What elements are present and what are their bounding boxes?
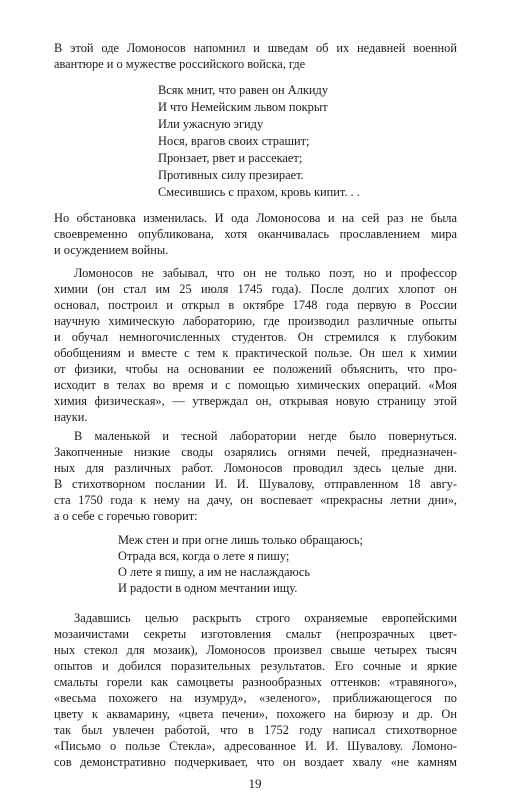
verse-line: Нося, врагов своих страшит; — [158, 134, 310, 148]
text-line: смальты горели как самоцветы разнообразных оттенков: «травяного», — [54, 675, 457, 689]
text-line: мозаичистами секреты изготовления смальт (непрозрачных цвет- — [54, 627, 457, 641]
text-line: «весьма похожего на изумруд», «зеленого», приближающегося по — [54, 691, 457, 705]
text-line: так был увлечен работой, что в 1752 году написал стихотворное — [54, 723, 457, 737]
text-line: сов демонстративно подчеркивает, что он воздает хвалу «не камням — [54, 755, 457, 769]
verse-line: И что Немейским львом покрыт — [158, 100, 328, 114]
verse-line: Отрада вся, когда о лете я пишу; — [118, 549, 290, 563]
text-line: и обучал немногочисленных студентов. Он стремился к глубоким — [54, 330, 457, 344]
text-line: В стихотворном послании И. И. Шувалову, отправленном 18 авгу- — [54, 477, 457, 491]
text-line: от физики, чтобы на основании ее положений объяснить, что про- — [54, 362, 457, 376]
text-line: обобщениям и вместе с тем к практической пользе. Он шел к химии — [54, 346, 457, 360]
text-line: ста 1750 года к нему на дачу, он воспевает «прекрасны летни дни», — [54, 493, 457, 507]
verse-line: Противных силу презирает. — [158, 168, 304, 182]
verse-line: Всяк мнит, что равен он Алкиду — [158, 83, 329, 97]
text-line: авантюре и о мужестве российского войска, где — [54, 57, 306, 71]
text-line: исходит в телах во время и с помощью химических операций. «Моя — [54, 378, 457, 392]
text-line: Ломоносов не забывал, что он не только поэт, но и профессор — [74, 266, 457, 280]
verse-line: Или ужасную эгиду — [158, 117, 264, 131]
verse-line: Меж стен и при огне лишь только обращаюсь; — [118, 533, 363, 547]
verse-line: Пронзает, рвет и рассекает; — [158, 151, 303, 165]
text-line: «Письмо о пользе Стекла», адресованное И. И. Шувалову. Ломоно- — [54, 739, 457, 753]
text-line: Но обстановка изменилась. И ода Ломоносова и на сей раз не была — [54, 211, 457, 225]
text-line: химия физическая», — утверждал он, открывая новую страницу этой — [54, 394, 457, 408]
text-line: а о себе с горечью говорит: — [54, 509, 198, 523]
text-line: ных для различных работ. Ломоносов проводил здесь целые дни. — [54, 461, 457, 475]
page-number: 19 — [248, 776, 262, 791]
text-line: Закопченные низкие своды озарялись огнями печей, предназначен- — [54, 445, 457, 459]
text-line: химии (он стал им 25 июля 1745 года). После долгих хлопот он — [54, 282, 457, 296]
text-line: В маленькой и тесной лаборатории негде было повернуться. — [74, 429, 457, 443]
text-line: В этой оде Ломоносов напомнил и шведам об их недавней военной — [54, 41, 457, 55]
text-line: Задавшись целью раскрыть строго охраняемые европейскими — [74, 611, 457, 625]
text-line: основал, построил и открыл в октябре 1748 года первую в России — [54, 298, 457, 312]
verse-line: О лете я пишу, а им не наслаждаюсь — [118, 565, 310, 579]
text-line: науки. — [54, 410, 88, 424]
text-line: цвету к аквамарину, «цвета печени», похожего на бирюзу и др. Он — [54, 707, 457, 721]
verse-line: Смесившись с прахом, кровь кипит. . . — [158, 185, 360, 199]
text-line: научную химическую лабораторию, где производил различные опыты — [54, 314, 457, 328]
text-line: опытов и добился поразительных результатов. Его сочные и яркие — [54, 659, 457, 673]
text-line: ных стекол для мозаик), Ломоносов произвел свыше четырех тысяч — [54, 643, 457, 657]
text-line: и осуждением войны. — [54, 243, 169, 257]
verse-line: И радости в одном мечтании ищу. — [118, 581, 298, 595]
text-line: своевременно опубликована, хотя оканчивалась прославлением мира — [54, 227, 457, 241]
